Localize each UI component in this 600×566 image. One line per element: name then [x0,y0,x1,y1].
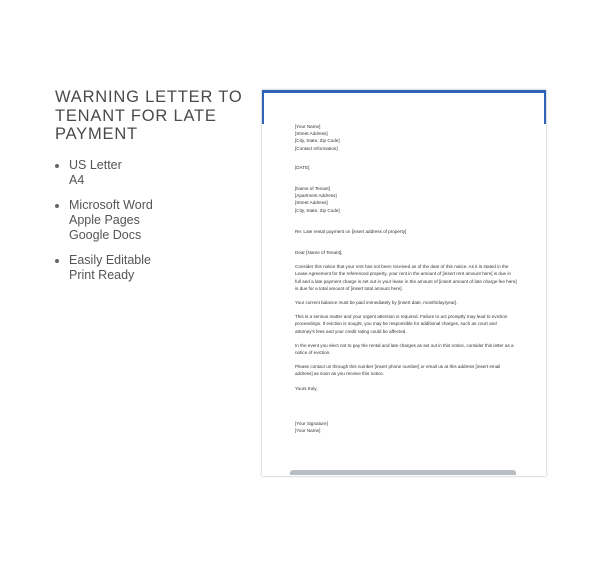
feature-item: Apple Pages [69,213,140,227]
feature-group [55,198,153,243]
letter-date: [DATE] [295,164,310,170]
letter-line: [Street Address] [295,200,328,206]
letter-line: [Street Address] [295,131,328,137]
bullet-icon [55,204,59,208]
paragraph: Please contact us through this number [insert phone number] or email us at this address [insert email address] as soon as you receive this notice. [295,364,501,377]
letter-body [295,123,517,441]
feature-group [55,158,153,188]
letter-line: [City, State, Zip Code] [295,207,340,213]
feature-item: Print Ready [69,268,135,282]
page-left-accent [262,90,264,124]
letter-line: [Name of Tenant] [295,186,330,192]
page-top-accent [262,90,546,93]
bullet-icon [55,259,59,263]
feature-item: US Letter [69,158,122,172]
letter-line: [Your Name] [295,124,321,129]
signature-block [295,420,517,434]
template-title: WARNING LETTER TO TENANT FOR LATE PAYMENT [55,88,243,143]
paragraph: This is a serious matter and your urgent attention is required. Failure to act promptly may lead to eviction proceedings. If eviction is sought, you may be responsible for additional charges, such as court and attorney's fees and your credit rating could be affected. [295,314,508,334]
closing: Yours truly, [295,385,318,391]
letter-line: [Contact Information] [295,145,338,151]
bullet-icon [55,164,59,168]
page-bottom-shadow [290,470,516,475]
letter-line: [City, State, Zip Code] [295,138,340,144]
feature-group [55,253,153,283]
paragraph: Consider this notice that your rent has not been received as of the date of this notice. As it is stated in the Lease Agreement for the referenced property, your rent in the amount of [insert rent amount here] is due in full and a late payment charge is set out in your lease in the amount of [insert amount of late charge fee here] is due for a total amount of [insert total amount here]. [295,264,517,291]
salutation: Dear [Name of Tenant], [295,250,343,256]
feature-item: A4 [69,173,85,187]
paragraph: In the event you elect not to pay the rental and late charges as set out in this notice, consider this letter as a notice of eviction. [295,342,514,356]
feature-item: Easily Editable [69,253,151,267]
page-right-accent [544,90,546,124]
subject-line: Re: Late rental payment on [insert address of property] [295,228,407,234]
feature-item: Google Docs [69,228,142,242]
letter-preview [262,90,546,476]
sender-block [295,123,517,152]
feature-list [55,158,153,293]
paragraph: Your current balance must be paid immediately by [insert date, month/day/year]. [295,300,458,306]
letter-line: [Your Name] [295,428,321,434]
letter-line: [Your Signature] [295,420,328,426]
recipient-block [295,185,517,214]
letter-line: [Apartment Address] [295,193,337,199]
feature-item: Microsoft Word [69,198,153,212]
